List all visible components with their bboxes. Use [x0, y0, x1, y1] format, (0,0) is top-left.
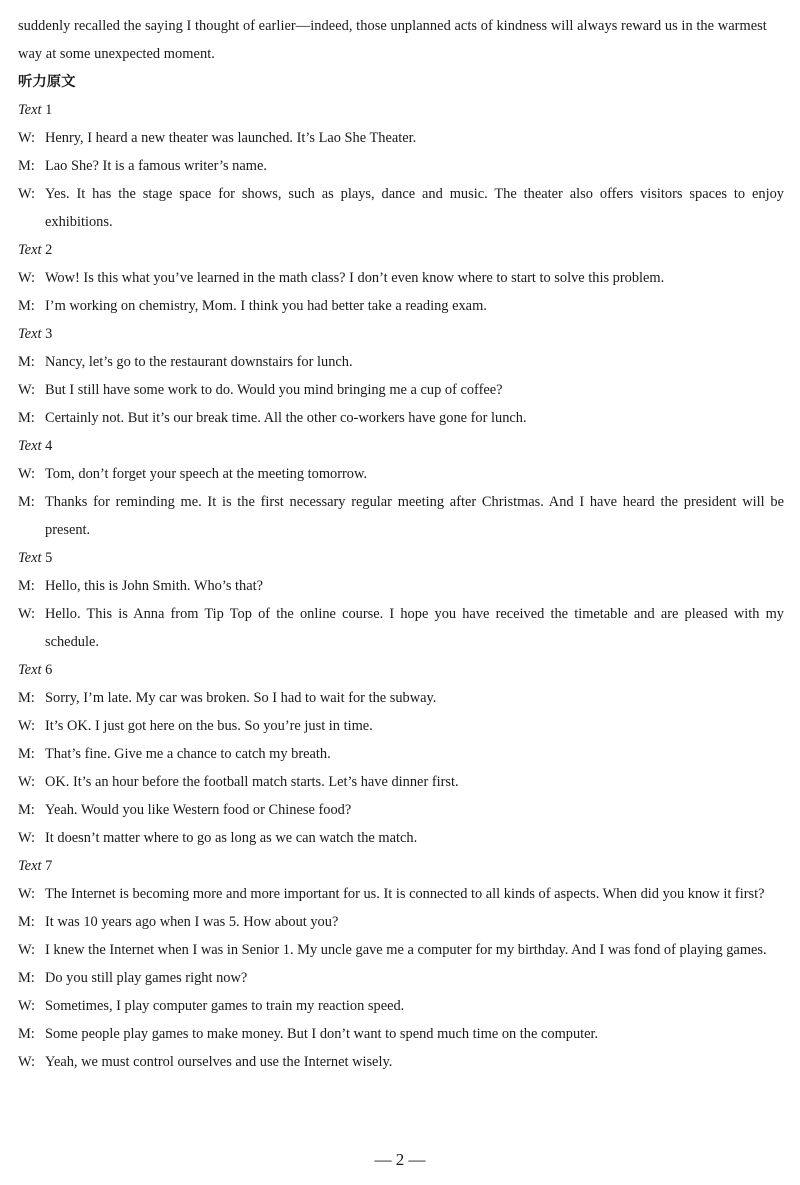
utterance: Do you still play games right now? — [45, 970, 248, 986]
dialogue-line — [18, 1020, 784, 1048]
speaker-label: W: — [18, 718, 36, 734]
text-label-number: 1 — [45, 102, 53, 118]
text-label-number: 7 — [45, 858, 53, 874]
speaker-label: M: — [18, 746, 35, 762]
dialogue-line — [18, 740, 784, 768]
utterance: Hello. This is Anna from Tip Top of the online course. I hope you have received the timetable and are pleased with my schedule. — [45, 606, 784, 650]
utterance: That’s fine. Give me a chance to catch my breath. — [45, 746, 331, 762]
speaker-label: W: — [18, 998, 36, 1014]
text-label-number: 6 — [45, 662, 53, 678]
dialogue-line — [18, 768, 784, 796]
dialogue-line — [18, 1048, 784, 1076]
dialogue-line — [18, 488, 784, 544]
page-number: — 2 — — [374, 1150, 426, 1169]
text-label-number: 2 — [45, 242, 53, 258]
utterance: Yeah, we must control ourselves and use the Internet wisely. — [45, 1054, 393, 1070]
text-label-word: Text — [18, 662, 42, 678]
speaker-label: M: — [18, 578, 35, 594]
section-heading: 听力原文 — [18, 74, 76, 90]
speaker-label: W: — [18, 270, 36, 286]
speaker-label: W: — [18, 830, 36, 846]
speaker-label: W: — [18, 186, 36, 202]
utterance: Thanks for reminding me. It is the first necessary regular meeting after Christmas. And I have heard the president will be present. — [45, 494, 784, 538]
dialogue-line — [18, 376, 784, 404]
utterance: I’m working on chemistry, Mom. I think you had better take a reading exam. — [45, 298, 487, 314]
dialogue-line — [18, 684, 784, 712]
dialogue-line — [18, 964, 784, 992]
speaker-label: M: — [18, 914, 35, 930]
speaker-label: W: — [18, 382, 36, 398]
text-label-word: Text — [18, 438, 42, 454]
text-label — [18, 656, 784, 684]
text-section-3 — [18, 320, 784, 432]
text-label-word: Text — [18, 242, 42, 258]
speaker-label: W: — [18, 942, 36, 958]
utterance: OK. It’s an hour before the football match starts. Let’s have dinner first. — [45, 774, 459, 790]
speaker-label: M: — [18, 410, 35, 426]
text-label-number: 4 — [45, 438, 53, 454]
speaker-label: M: — [18, 970, 35, 986]
utterance: Certainly not. But it’s our break time. All the other co-workers have gone for lunch. — [45, 410, 527, 426]
dialogue-line — [18, 712, 784, 740]
dialogue-line — [18, 124, 784, 152]
dialogue-line — [18, 404, 784, 432]
utterance: But I still have some work to do. Would you mind bringing me a cup of coffee? — [45, 382, 503, 398]
utterance: I knew the Internet when I was in Senior 1. My uncle gave me a computer for my birthday. And I was fond of playing games. — [45, 942, 767, 958]
utterance: It was 10 years ago when I was 5. How about you? — [45, 914, 339, 930]
utterance: Yes. It has the stage space for shows, such as plays, dance and music. The theater also offers visitors spaces to enjoy exhibitions. — [45, 186, 784, 230]
speaker-label: M: — [18, 802, 35, 818]
text-section-2 — [18, 236, 784, 320]
utterance: Some people play games to make money. But I don’t want to spend much time on the computer. — [45, 1026, 599, 1042]
text-label-number: 3 — [45, 326, 53, 342]
dialogue-line — [18, 292, 784, 320]
utterance: Henry, I heard a new theater was launched. It’s Lao She Theater. — [45, 130, 417, 146]
text-label-number: 5 — [45, 550, 53, 566]
utterance: Sometimes, I play computer games to train my reaction speed. — [45, 998, 405, 1014]
utterance: Wow! Is this what you’ve learned in the math class? I don’t even know where to start to solve this problem. — [45, 270, 665, 286]
utterance: Yeah. Would you like Western food or Chinese food? — [45, 802, 352, 818]
speaker-label: M: — [18, 354, 35, 370]
text-label-word: Text — [18, 102, 42, 118]
dialogue-line — [18, 824, 784, 852]
text-section-6 — [18, 656, 784, 852]
dialogue-line — [18, 152, 784, 180]
utterance: Nancy, let’s go to the restaurant downstairs for lunch. — [45, 354, 353, 370]
text-label-word: Text — [18, 550, 42, 566]
utterance: It doesn’t matter where to go as long as we can watch the match. — [45, 830, 418, 846]
intro-paragraph: suddenly recalled the saying I thought of earlier—indeed, those unplanned acts of kindness will always reward us in the warmest way at some unexpected moment. — [18, 18, 767, 62]
dialogue-line — [18, 572, 784, 600]
dialogue-line — [18, 460, 784, 488]
speaker-label: W: — [18, 886, 36, 902]
dialogue-line — [18, 348, 784, 376]
dialogue-line — [18, 992, 784, 1020]
text-section-4 — [18, 432, 784, 544]
text-section-7 — [18, 852, 784, 1076]
speaker-label: M: — [18, 298, 35, 314]
dialogue-line — [18, 880, 784, 908]
text-label — [18, 320, 784, 348]
dialogue-line — [18, 180, 784, 236]
dialogue-line — [18, 936, 784, 964]
dialogue-line — [18, 908, 784, 936]
utterance: Lao She? It is a famous writer’s name. — [45, 158, 267, 174]
speaker-label: M: — [18, 158, 35, 174]
document-page — [18, 12, 784, 1076]
speaker-label: M: — [18, 690, 35, 706]
text-label — [18, 852, 784, 880]
text-label-word: Text — [18, 858, 42, 874]
utterance: Sorry, I’m late. My car was broken. So I had to wait for the subway. — [45, 690, 437, 706]
dialogue-line — [18, 600, 784, 656]
dialogue-line — [18, 796, 784, 824]
text-section-5 — [18, 544, 784, 656]
speaker-label: M: — [18, 494, 35, 510]
utterance: Hello, this is John Smith. Who’s that? — [45, 578, 263, 594]
text-section-1 — [18, 96, 784, 236]
text-label-word: Text — [18, 326, 42, 342]
utterance: It’s OK. I just got here on the bus. So you’re just in time. — [45, 718, 373, 734]
dialogue-line — [18, 264, 784, 292]
utterance: The Internet is becoming more and more important for us. It is connected to all kinds of aspects. When did you know it first? — [45, 886, 765, 902]
speaker-label: W: — [18, 774, 36, 790]
text-label — [18, 236, 784, 264]
speaker-label: W: — [18, 606, 36, 622]
speaker-label: W: — [18, 1054, 36, 1070]
speaker-label: W: — [18, 130, 36, 146]
text-label — [18, 432, 784, 460]
text-label — [18, 544, 784, 572]
utterance: Tom, don’t forget your speech at the meeting tomorrow. — [45, 466, 368, 482]
speaker-label: M: — [18, 1026, 35, 1042]
text-label — [18, 96, 784, 124]
speaker-label: W: — [18, 466, 36, 482]
